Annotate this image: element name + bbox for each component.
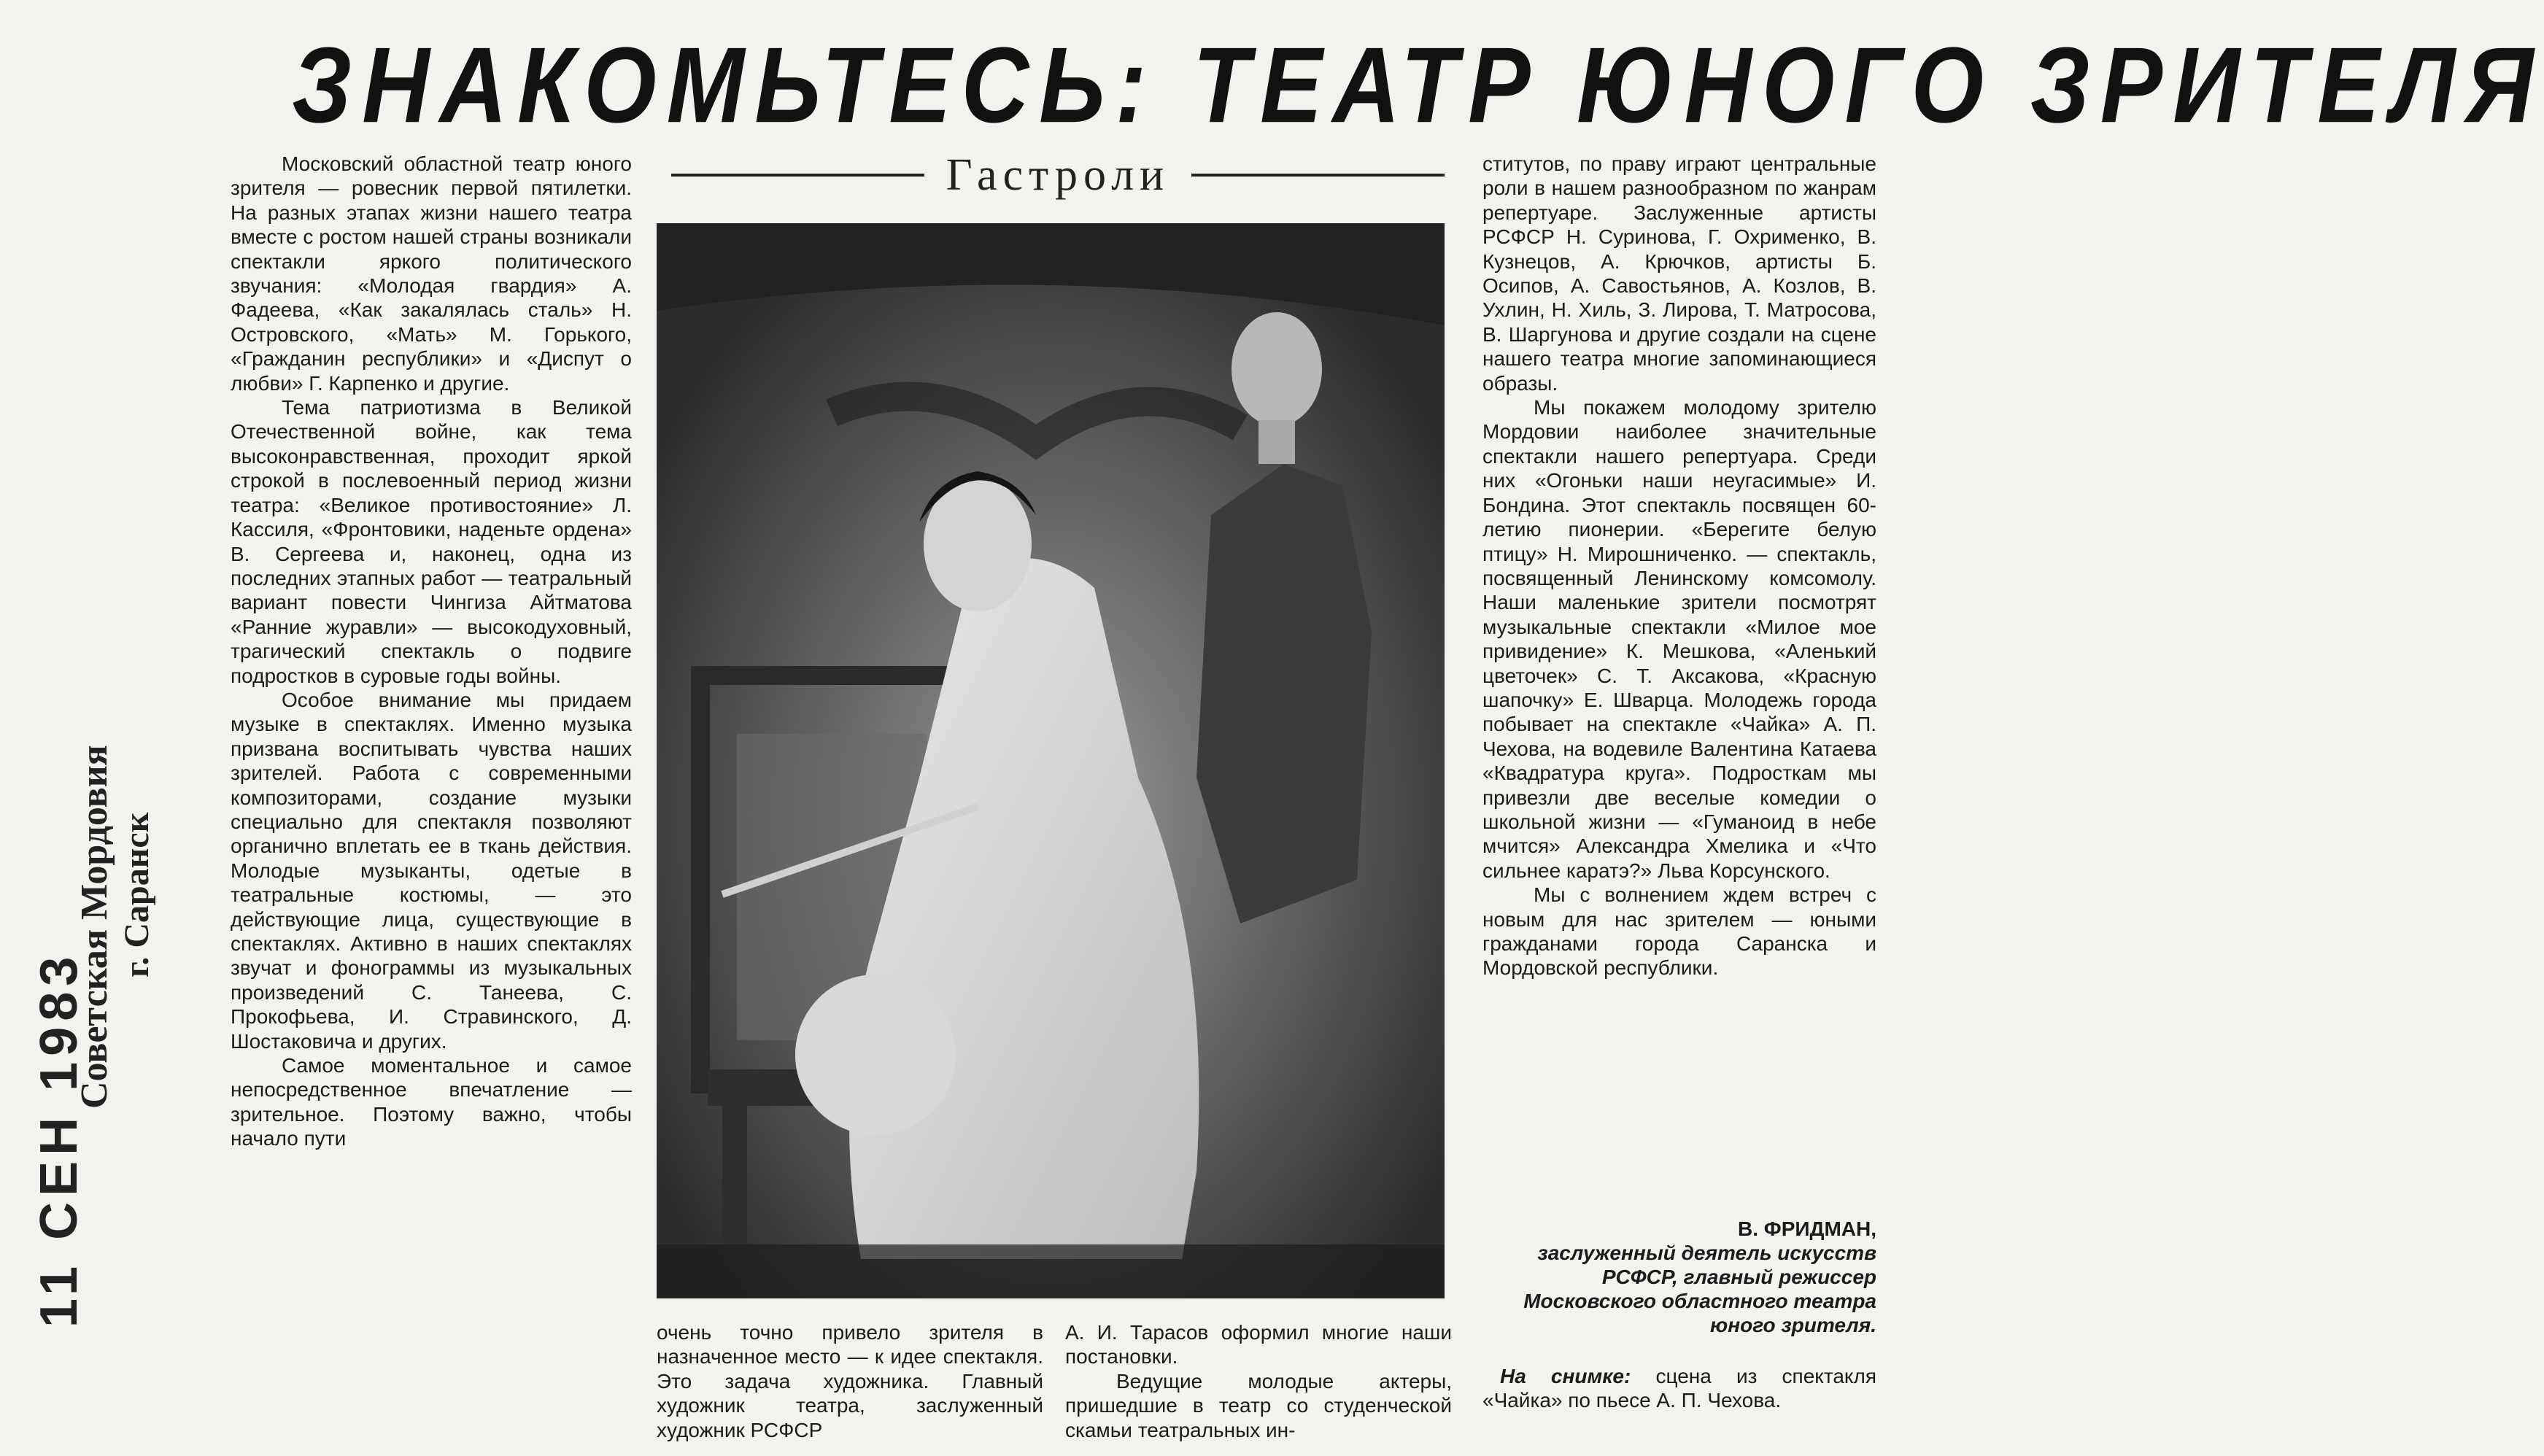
stamp-city: г. Саранск bbox=[117, 812, 156, 977]
rubric-label: Гастроли bbox=[946, 150, 1170, 200]
archive-stamp bbox=[15, 379, 161, 1342]
author-title: заслуженный деятель искусств РСФСР, главный режиссер Московского областного театра юного зрителя. bbox=[1523, 1242, 1876, 1336]
stamp-date: 11 СЕН 1983 bbox=[30, 950, 88, 1328]
paragraph: А. И. Тарасов оформил многие наши постановки. bbox=[1065, 1321, 1452, 1368]
headline: ЗНАКОМЬТЕСЬ: ТЕАТР ЮНОГО ЗРИТЕЛЯ bbox=[292, 25, 2544, 146]
paragraph: ститутов, по праву играют центральные роли в нашем разнообразном по жанрам репертуаре. Заслуженные артисты РСФСР Н. Суринова, Г. Охрименко, В. Кузнецов, А. Крючков, артисты Б. Осипов, А. Савостьянов, А. Козлов, В. Ухлин, Н. Хиль, З. Лирова, Т. Матросова, В. Шаргунова и другие создали на сцене нашего театра многие запоминающиеся образы. bbox=[1482, 152, 1876, 395]
paragraph: Московский областной театр юного зрителя — ровесник первой пятилетки. На разных этапах жизни нашего театра вместе с ростом нашей страны возникали спектакли яркого политического звучания: «Молодая гвардия» А. Фадеева, «Как закалялась сталь» Н. Островского, «Мать» М. Горького, «Гражданин республики» и «Диспут о любви» Г. Карпенко и другие. bbox=[231, 152, 632, 395]
photo-illustration bbox=[657, 223, 1445, 1298]
article-column-2 bbox=[657, 1320, 1043, 1441]
paragraph: Особое внимание мы придаем музыке в спектаклях. Именно музыка призвана воспитывать чувства наших зрителей. Работа с современными композиторами, создание музыки специально для спектакля позволяют органично вплетать ее в ткань действия. Молодые музыканты, одетые в театральные костюмы, — это действующие лица, существующие в спектаклях. Активно в наших спектаклях звучат и фонограммы из музыкальных произведений С. Танеева, С. Прокофьева, И. Стравинского, Д. Шостаковича и других. bbox=[231, 688, 632, 1053]
author-signature bbox=[1482, 1217, 1876, 1337]
stamp-newspaper: Советская Мордовия bbox=[74, 745, 115, 1109]
paragraph: Самое моментальное и самое непосредственное впечатление — зрительное. Поэтому важно, чтобы начало пути bbox=[231, 1054, 632, 1150]
rubric-rule-right bbox=[1191, 174, 1445, 177]
paragraph: Мы покажем молодому зрителю Мордовии наиболее значительные спектакли нашего репертуара. Среди них «Огоньки наши неугасимые» И. Бондина. Этот спектакль посвящен 60-летию пионерии. «Берегите белую птицу» Н. Мирошниченко. — спектакль, посвященный Ленинскому комсомолу. Наши маленькие зрители посмотрят музыкальные спектакли «Милое мое привидение» К. Мешкова, «Аленький цветочек» С. Т. Аксакова, «Красную шапочку» Е. Шварца. Молодежь города побывает на спектакле «Чайка» А. П. Чехова, на водевиле Валентина Катаева «Квадратура круга». Подросткам мы привезли две веселые комедии о школьной жизни — «Гуманоид в небе мчится» Александра Хмелика и «Что сильнее каратэ?» Льва Корсунского. bbox=[1482, 396, 1876, 882]
paragraph: Тема патриотизма в Великой Отечественной войне, как тема высоконравственная, проходит яркой строкой в послевоенный период жизни театра: «Великое противостояние» Л. Кассиля, «Фронтовики, наденьте ордена» В. Сергеева и, наконец, одна из последних этапных работ — театральный вариант повести Чингиза Айтматова «Ранние журавли» — высокодуховный, трагический спектакль о подвиге подростков в суровые годы войны. bbox=[231, 396, 632, 687]
rubric-rule-left bbox=[671, 174, 924, 177]
article-column-1 bbox=[231, 152, 632, 1436]
paragraph: Мы с волнением ждем встреч с новым для нас зрителем — юными гражданами города Саранска и Мордовской республики. bbox=[1482, 883, 1876, 980]
article-column-3 bbox=[1065, 1320, 1452, 1441]
article-column-4 bbox=[1482, 152, 1876, 1333]
paragraph: очень точно привело зрителя в назначенное место — к идее спектакля. Это задача художника. Главный художник театра, заслуженный художник РСФСР bbox=[657, 1321, 1043, 1441]
stage-photo bbox=[657, 223, 1445, 1298]
caption-text: сцена из спектакля «Чайка» по пьесе А. П. Чехова. bbox=[1482, 1365, 1876, 1412]
paragraph: Ведущие молодые актеры, пришедшие в театр со студенческой скамьи театральных ин- bbox=[1065, 1369, 1452, 1441]
rubric bbox=[671, 146, 1445, 204]
author-name: В. ФРИДМАН, bbox=[1738, 1217, 1876, 1240]
photo-caption bbox=[1482, 1364, 1876, 1412]
caption-lead: На снимке: bbox=[1500, 1365, 1656, 1387]
